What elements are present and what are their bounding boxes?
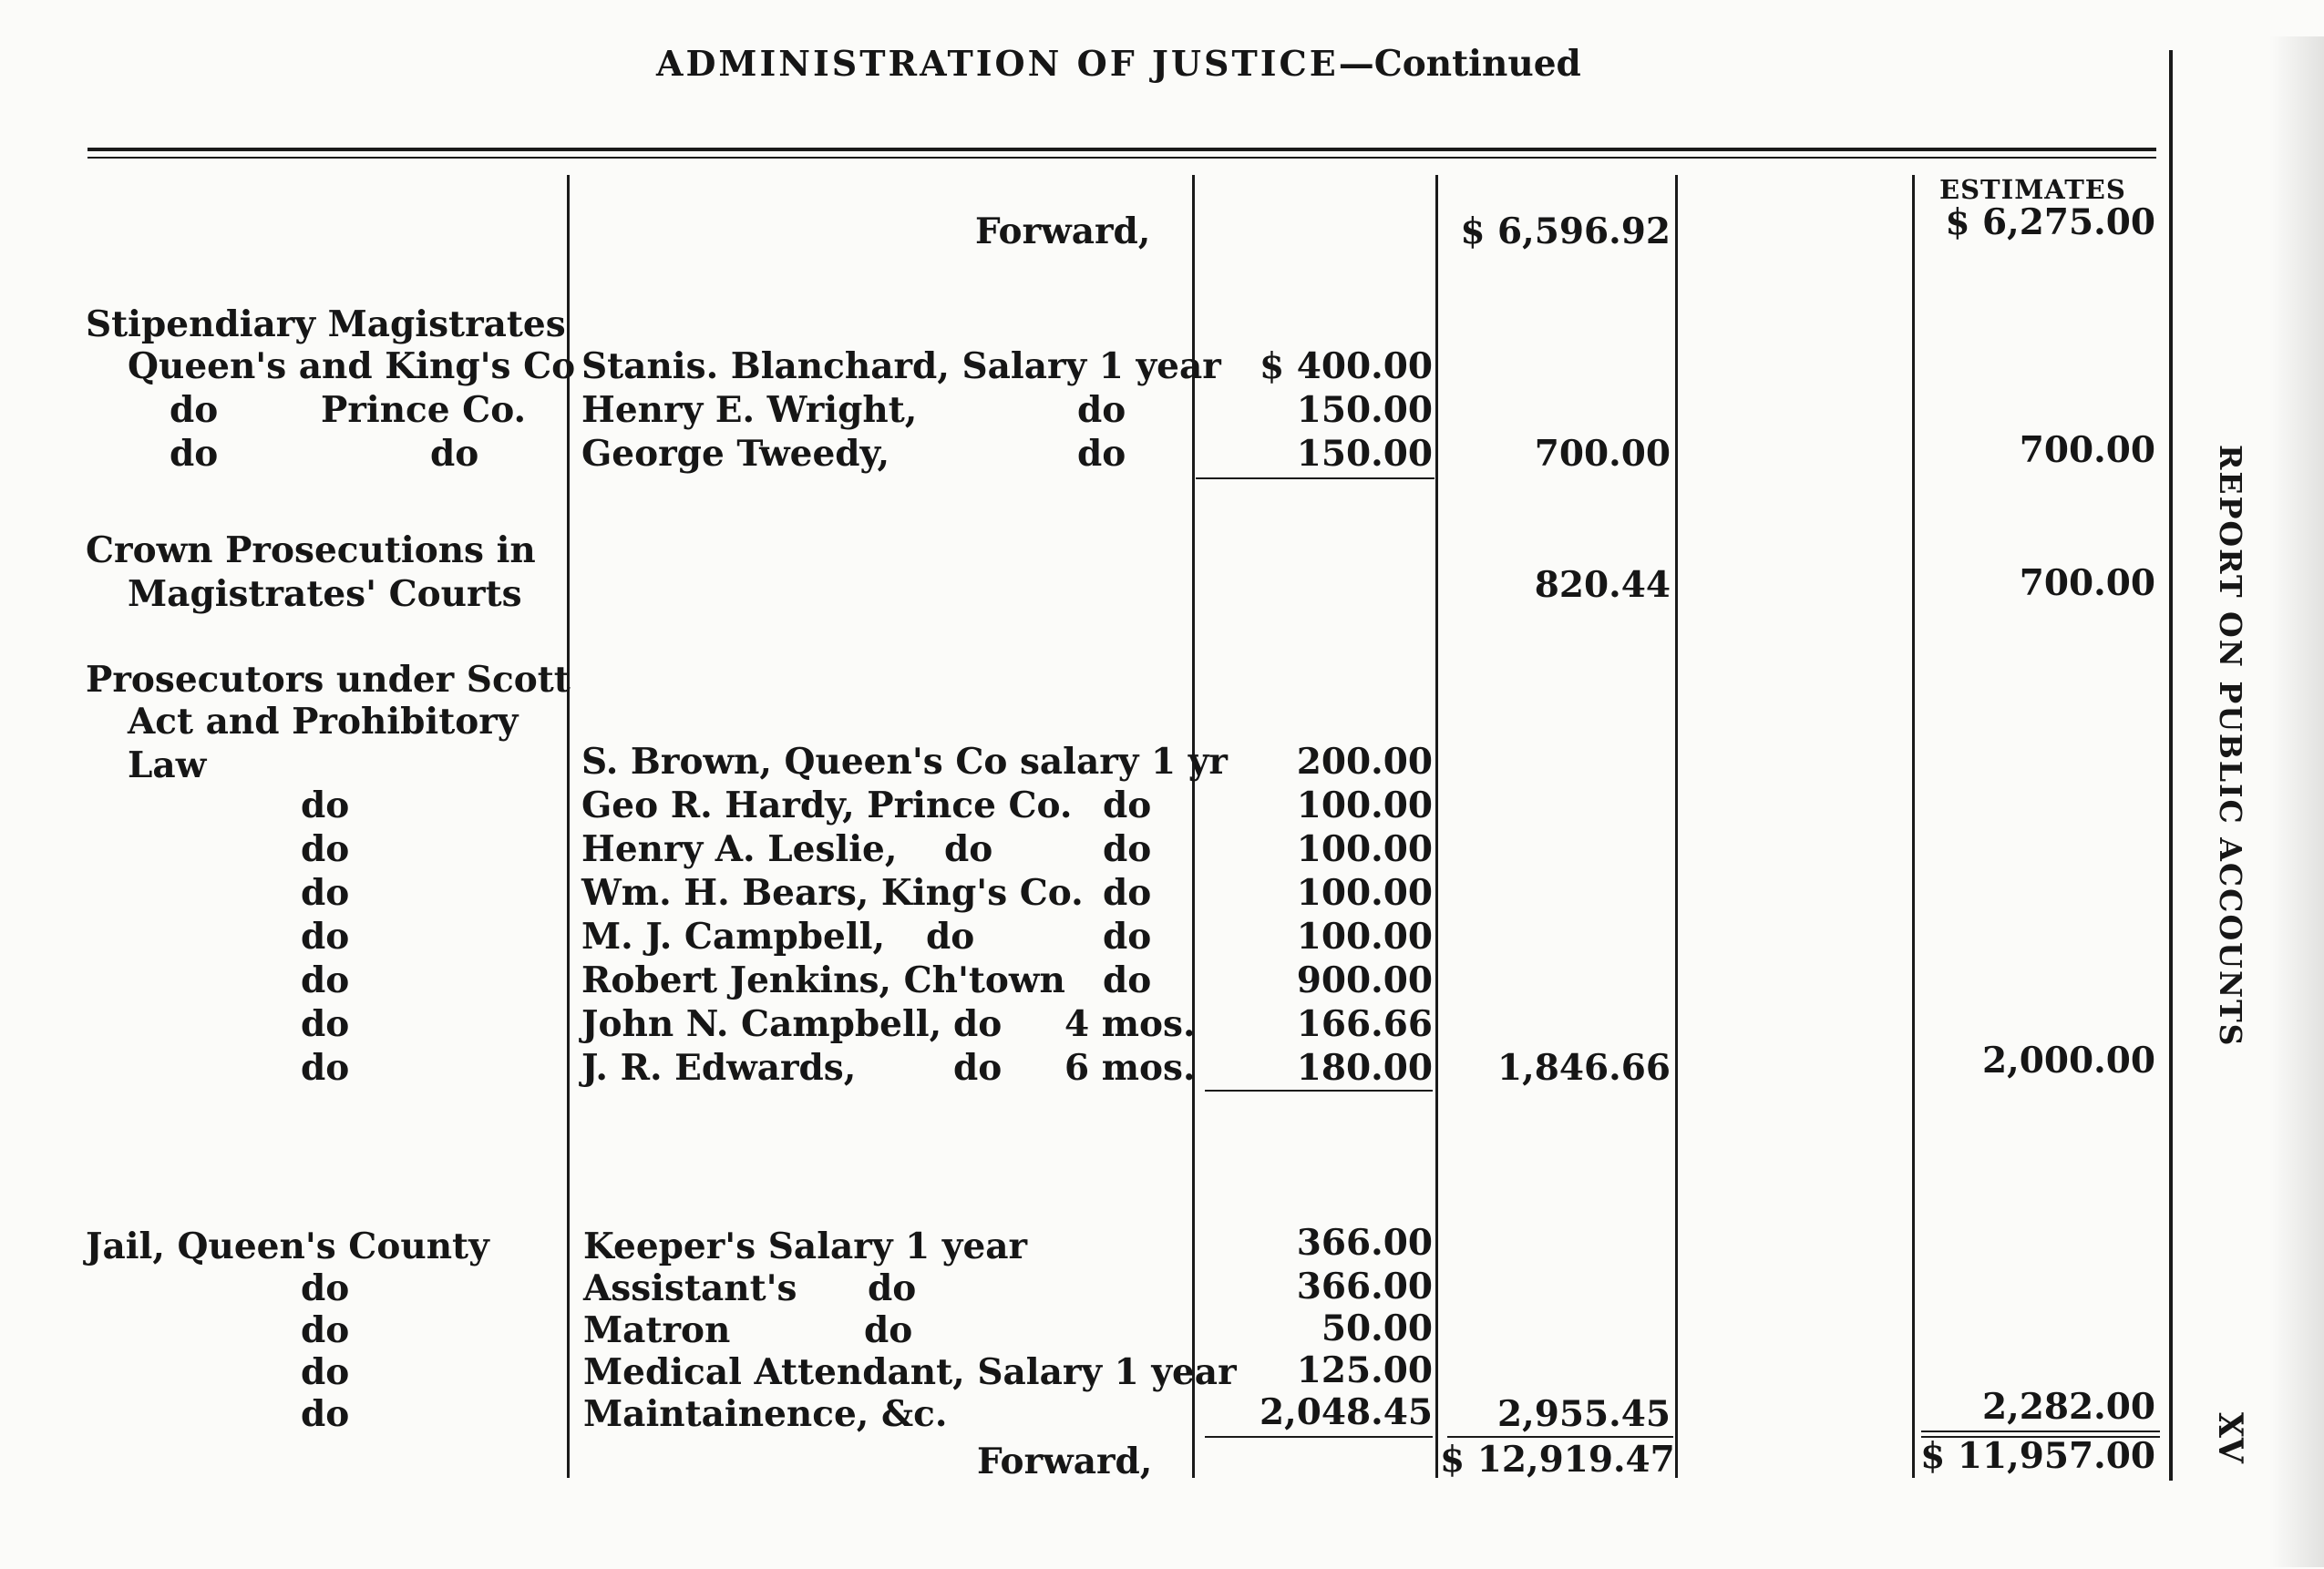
prosecutor-name-6: John N. Campbell,: [581, 1003, 942, 1045]
forward-top-total: $ 6,596.92: [1460, 210, 1671, 252]
jail-ditto-4: do: [301, 1393, 350, 1435]
estimate-rule-a: [1921, 1431, 2160, 1432]
jail-estimate: 2,282.00: [1982, 1386, 2155, 1428]
jail-amount-3: 125.00: [1296, 1349, 1433, 1391]
prosecutor-mid-2: do: [944, 828, 993, 870]
prosecutor-amount-5: 900.00: [1296, 959, 1433, 1001]
jail-amount-4: 2,048.45: [1260, 1391, 1433, 1433]
total-rule: [1447, 1436, 1673, 1438]
prosecutor-amount-3: 100.00: [1296, 872, 1433, 914]
stipendiary-amount-0: $ 400.00: [1260, 345, 1433, 387]
page-edge-shadow: [2269, 36, 2324, 1567]
title-continued: —Continued: [1338, 43, 1581, 85]
prosecutor-ditto-2: do: [301, 828, 350, 870]
forward-bottom-estimate: $ 11,957.00: [1920, 1435, 2155, 1477]
page-title: [656, 44, 1581, 84]
prosecutor-amount-4: 100.00: [1296, 916, 1433, 958]
jail-name-1: Assistant's: [583, 1267, 797, 1309]
stipendiary-desc-4: Prince Co.: [321, 389, 527, 431]
prosecutor-name-0: S. Brown, Queen's Co salary 1 yr: [581, 741, 1228, 783]
jail-name-4: Maintainence, &c.: [583, 1393, 948, 1435]
title-text: ADMINISTRATION OF JUSTICE: [656, 43, 1339, 84]
prosecutor-amount-2: 100.00: [1296, 828, 1433, 870]
forward-top-estimate: $ 6,275.00: [1945, 201, 2155, 243]
column-rule-3: [1435, 175, 1438, 1478]
prosecutor-name-5: Robert Jenkins, Ch'town: [581, 959, 1065, 1001]
stipendiary-desc-5: do: [170, 433, 219, 475]
prosecutor-name-1: Geo R. Hardy, Prince Co.: [581, 784, 1073, 826]
prosecutor-suffix-3: do: [1103, 872, 1152, 914]
prosecutor-ditto-6: do: [301, 1003, 350, 1045]
top-rule-thin: [87, 157, 2156, 159]
top-rule: [87, 148, 2156, 151]
crown-estimate: 700.00: [2019, 562, 2155, 604]
prosecutor-suffix-2: do: [1103, 828, 1152, 870]
estimates-label: ESTIMATES: [1939, 174, 2126, 205]
forward-bottom-total: $ 12,919.47: [1440, 1439, 1675, 1481]
stipendiary-suffix-2: do: [1077, 433, 1126, 475]
prosecutors-estimate: 2,000.00: [1982, 1040, 2155, 1082]
prosecutor-suffix-5: do: [1103, 959, 1152, 1001]
prosecutor-amount-0: 200.00: [1296, 741, 1433, 783]
stipendiary-desc-3: do: [170, 389, 219, 431]
jail-name-2: Matron: [583, 1309, 731, 1351]
column-rule-4: [1675, 175, 1678, 1478]
crown-total: 820.44: [1534, 564, 1671, 606]
prosecutor-ditto-5: do: [301, 959, 350, 1001]
prosecutor-name-7: J. R. Edwards,: [581, 1047, 857, 1089]
forward-bottom-label: Forward,: [977, 1441, 1153, 1482]
prosecutor-amount-6: 166.66: [1296, 1003, 1433, 1045]
jail-name-3: Medical Attendant, Salary 1 year: [583, 1351, 1237, 1393]
crown-desc-1: Crown Prosecutions in: [86, 529, 536, 571]
jail-amount-0: 366.00: [1296, 1222, 1433, 1264]
jail-suffix-1: do: [868, 1267, 917, 1309]
jail-suffix-2: do: [864, 1309, 913, 1351]
prosecutor-name-2: Henry A. Leslie,: [581, 828, 898, 870]
prosecutor-suffix-4: do: [1103, 916, 1152, 958]
stipendiary-desc-2: Queen's and King's Co: [128, 345, 576, 387]
stipendiary-suffix-1: do: [1077, 389, 1126, 431]
column-rule-right: [2169, 50, 2173, 1481]
prosecutors-desc-3: Law: [128, 744, 207, 786]
stipendiary-desc-1: Stipendiary Magistrates: [86, 303, 566, 345]
prosecutors-subtotal-rule: [1205, 1090, 1433, 1092]
prosecutor-amount-7: 180.00: [1296, 1047, 1433, 1089]
prosecutors-total: 1,846.66: [1497, 1047, 1671, 1089]
stipendiary-name-2: George Tweedy,: [581, 433, 890, 475]
jail-desc: Jail, Queen's County: [86, 1225, 489, 1267]
prosecutor-suffix-6: 4 mos.: [1064, 1003, 1196, 1045]
prosecutors-desc-2: Act and Prohibitory: [128, 701, 519, 743]
jail-ditto-2: do: [301, 1309, 350, 1351]
jail-ditto-1: do: [301, 1267, 350, 1309]
jail-subtotal-rule: [1205, 1436, 1433, 1438]
stipendiary-estimate: 700.00: [2019, 429, 2155, 471]
prosecutor-amount-1: 100.00: [1296, 784, 1433, 826]
prosecutor-ditto-1: do: [301, 784, 350, 826]
crown-desc-2: Magistrates' Courts: [128, 573, 522, 615]
prosecutor-mid-4: do: [926, 916, 975, 958]
column-rule-5: [1912, 175, 1915, 1478]
prosecutor-mid-6: do: [953, 1003, 1003, 1045]
jail-amount-1: 366.00: [1296, 1266, 1433, 1308]
page-number: XV: [2211, 1412, 2249, 1463]
stipendiary-name-0: Stanis. Blanchard, Salary 1 year: [581, 345, 1221, 387]
stipendiary-desc-6: do: [430, 433, 479, 475]
jail-amount-2: 50.00: [1321, 1308, 1433, 1349]
jail-ditto-3: do: [301, 1351, 350, 1393]
prosecutor-suffix-1: do: [1103, 784, 1152, 826]
stipendiary-subtotal-rule: [1196, 477, 1435, 479]
stipendiary-amount-1: 150.00: [1296, 389, 1433, 431]
stipendiary-amount-2: 150.00: [1296, 433, 1433, 475]
jail-name-0: Keeper's Salary 1 year: [583, 1225, 1028, 1267]
jail-total: 2,955.45: [1497, 1393, 1671, 1435]
prosecutor-ditto-3: do: [301, 872, 350, 914]
side-title: REPORT ON PUBLIC ACCOUNTS: [2213, 445, 2248, 1048]
prosecutors-desc-1: Prosecutors under Scott: [86, 659, 571, 701]
stipendiary-name-1: Henry E. Wright,: [581, 389, 918, 431]
stipendiary-total: 700.00: [1534, 433, 1671, 475]
prosecutor-name-3: Wm. H. Bears, King's Co.: [581, 872, 1084, 914]
prosecutor-mid-7: do: [953, 1047, 1003, 1089]
prosecutor-suffix-7: 6 mos.: [1064, 1047, 1196, 1089]
prosecutor-ditto-7: do: [301, 1047, 350, 1089]
prosecutor-ditto-4: do: [301, 916, 350, 958]
prosecutor-name-4: M. J. Campbell,: [581, 916, 886, 958]
forward-top-label: Forward,: [975, 210, 1151, 252]
